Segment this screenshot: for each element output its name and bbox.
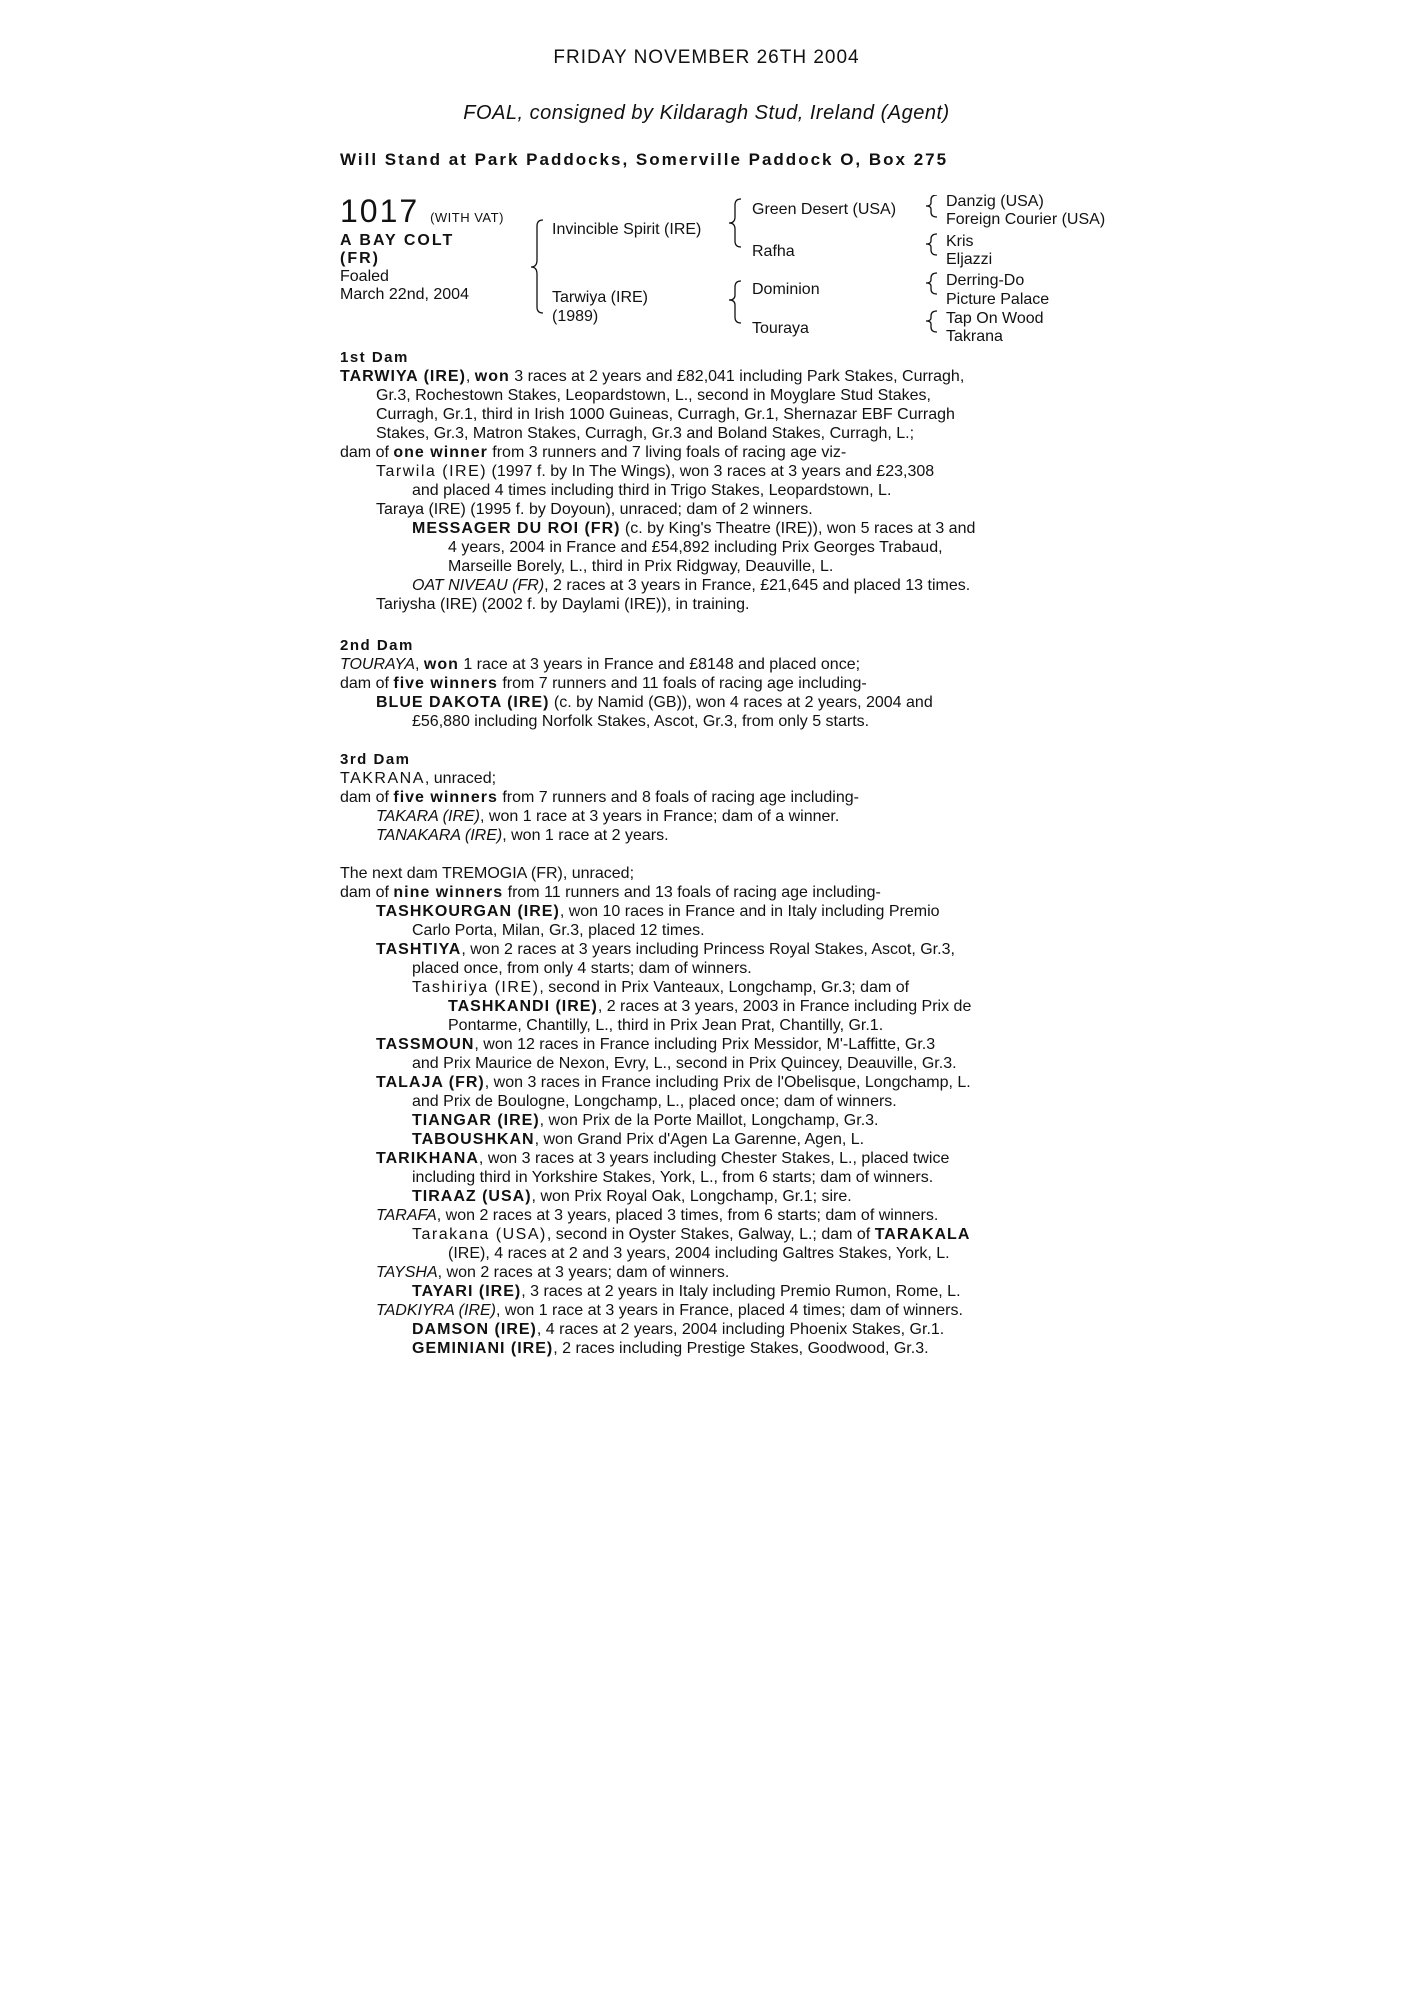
third-dam-produce-summary: dam of five winners from 7 runners and 8 foals of racing age including- <box>340 789 859 806</box>
first-dam-section <box>340 348 1080 614</box>
foaled-label: Foaled <box>340 268 389 285</box>
produce-item: TIRAAZ (USA), won Prix Royal Oak, Longchamp, Gr.1; sire. <box>412 1188 852 1205</box>
next-dam-produce-summary: dam of nine winners from 11 runners and 13 foals of racing age including- <box>340 884 881 901</box>
ped-sds: Kris <box>946 233 974 250</box>
vat-note: (WITH VAT) <box>430 210 504 225</box>
lot-desc-1: A BAY COLT <box>340 232 455 249</box>
ped-dss: Derring-Do <box>946 272 1025 289</box>
produce-item: TAYARI (IRE), 3 races at 2 years in Italy including Premio Rumon, Rome, L. <box>412 1283 961 1300</box>
next-dam-section <box>340 864 1080 1358</box>
sire-sire: Green Desert (USA) <box>752 201 897 218</box>
first-dam-record: TARWIYA (IRE), won 3 races at 2 years and £82,041 including Park Stakes, Curragh, Gr.3, Rochestown Stakes, Leopardstown, L., second in Moyglare Stud Stakes, Curragh, Gr.1, third in Irish 1000 Guineas, Curragh, Gr.1, Shernazar EBF Curragh Stakes, Gr.3, Matron Stakes, Curragh, Gr.3 and Boland Stakes, Curragh, L.; <box>340 368 965 442</box>
produce-item: TIANGAR (IRE), won Prix de la Porte Maillot, Longchamp, Gr.3. <box>412 1112 879 1129</box>
dam-dam: Touraya <box>752 320 809 337</box>
produce-item: TALAJA (FR), won 3 races in France including Prix de l'Obelisque, Longchamp, L. and Prix de Boulogne, Longchamp, L., placed once; dam of winners. <box>376 1074 971 1110</box>
produce-item: TADKIYRA (IRE), won 1 race at 3 years in France, placed 4 times; dam of winners. <box>376 1302 963 1319</box>
produce-item: TASHTIYA, won 2 races at 3 years including Princess Royal Stakes, Ascot, Gr.3, placed once, from only 4 starts; dam of winners. <box>376 941 955 977</box>
produce-item: TANAKARA (IRE), won 1 race at 2 years. <box>376 827 669 844</box>
dam-year: (1989) <box>552 308 599 325</box>
produce-item: TABOUSHKAN, won Grand Prix d'Agen La Garenne, Agen, L. <box>412 1131 865 1148</box>
first-dam-heading: 1st Dam <box>340 349 409 366</box>
second-dam-section <box>340 636 1080 731</box>
foaled-date: March 22nd, 2004 <box>340 286 469 303</box>
produce-item: TASSMOUN, won 12 races in France including Prix Messidor, M'-Laffitte, Gr.3 and Prix Maurice de Nexon, Evry, L., second in Prix Quincey, Deauville, Gr.3. <box>376 1036 957 1072</box>
ped-sss: Danzig (USA) <box>946 193 1044 210</box>
sire: Invincible Spirit (IRE) <box>552 221 702 238</box>
ped-dsd: Picture Palace <box>946 291 1050 308</box>
ped-ddd: Takrana <box>946 328 1003 345</box>
sale-date: FRIDAY NOVEMBER 26TH 2004 <box>553 47 860 68</box>
sire-dam: Rafha <box>752 243 795 260</box>
produce-item: TARIKHANA, won 3 races at 3 years including Chester Stakes, L., placed twice including third in Yorkshire Stakes, York, L., from 6 starts; dam of winners. <box>376 1150 950 1186</box>
produce-item: GEMINIANI (IRE), 2 races including Prestige Stakes, Goodwood, Gr.3. <box>412 1340 929 1357</box>
produce-item: MESSAGER DU ROI (FR) (c. by King's Theatre (IRE)), won 5 races at 3 and 4 years, 2004 in France and £54,892 including Prix Georges Trabaud, Marseille Borely, L., third in Prix Ridgway, Deauville, L. <box>412 520 976 575</box>
dam-sire: Dominion <box>752 281 820 298</box>
produce-item: BLUE DAKOTA (IRE) (c. by Namid (GB)), won 4 races at 2 years, 2004 and £56,880 including Norfolk Stakes, Ascot, Gr.3, from only 5 starts. <box>376 694 933 730</box>
ped-ssd: Foreign Courier (USA) <box>946 211 1106 228</box>
produce-item: Taraya (IRE) (1995 f. by Doyoun), unraced; dam of 2 winners. <box>376 501 813 518</box>
lot-desc-2: (FR) <box>340 250 380 267</box>
produce-item: TAYSHA, won 2 races at 3 years; dam of winners. <box>376 1264 730 1281</box>
ped-dds: Tap On Wood <box>946 310 1044 327</box>
stand-location: Will Stand at Park Paddocks, Somerville Paddock O, Box 275 <box>340 150 949 169</box>
produce-item: Tashiriya (IRE), second in Prix Vanteaux, Longchamp, Gr.3; dam of TASHKANDI (IRE), 2 races at 3 years, 2003 in France including Prix de Pontarme, Chantilly, L., third in Prix Jean Prat, Chantilly, Gr.1. <box>412 979 972 1034</box>
second-dam-record: TOURAYA, won 1 race at 3 years in France and £8148 and placed once; <box>340 656 861 673</box>
lot-number: 1017 (WITH VAT) <box>340 193 504 229</box>
produce-item: TARAFA, won 2 races at 3 years, placed 3 times, from 6 starts; dam of winners. <box>376 1207 939 1224</box>
first-dam-produce-summary: dam of one winner from 3 runners and 7 living foals of racing age viz- <box>340 444 847 461</box>
produce-item: TASHKOURGAN (IRE), won 10 races in France and in Italy including Premio Carlo Porta, Milan, Gr.3, placed 12 times. <box>376 903 940 939</box>
lot-description <box>340 232 469 304</box>
third-dam-heading: 3rd Dam <box>340 751 411 768</box>
consignor-line: FOAL, consigned by Kildaragh Stud, Ireland (Agent) <box>463 102 950 124</box>
produce-item: DAMSON (IRE), 4 races at 2 years, 2004 including Phoenix Stakes, Gr.1. <box>412 1321 945 1338</box>
produce-item: TAKARA (IRE), won 1 race at 3 years in France; dam of a winner. <box>376 808 840 825</box>
next-dam-record: The next dam TREMOGIA (FR), unraced; <box>340 865 635 882</box>
produce-item: Tarakana (USA), second in Oyster Stakes, Galway, L.; dam of TARAKALA (IRE), 4 races at 2 and 3 years, 2004 including Galtres Stakes, York, L. <box>412 1226 971 1262</box>
dam: Tarwiya (IRE) <box>552 289 649 306</box>
produce-item: OAT NIVEAU (FR), 2 races at 3 years in France, £21,645 and placed 13 times. <box>412 577 971 594</box>
produce-item: Tariysha (IRE) (2002 f. by Daylami (IRE)), in training. <box>376 596 750 613</box>
produce-item: Tarwila (IRE) (1997 f. by In The Wings), won 3 races at 3 years and £23,308 and placed 4 times including third in Trigo Stakes, Leopardstown, L. <box>376 463 935 499</box>
second-dam-heading: 2nd Dam <box>340 637 414 654</box>
third-dam-section <box>340 750 1080 845</box>
third-dam-record: TAKRANA, unraced; <box>340 770 497 787</box>
ped-sdd: Eljazzi <box>946 251 993 268</box>
second-dam-produce-summary: dam of five winners from 7 runners and 11 foals of racing age including- <box>340 675 867 692</box>
